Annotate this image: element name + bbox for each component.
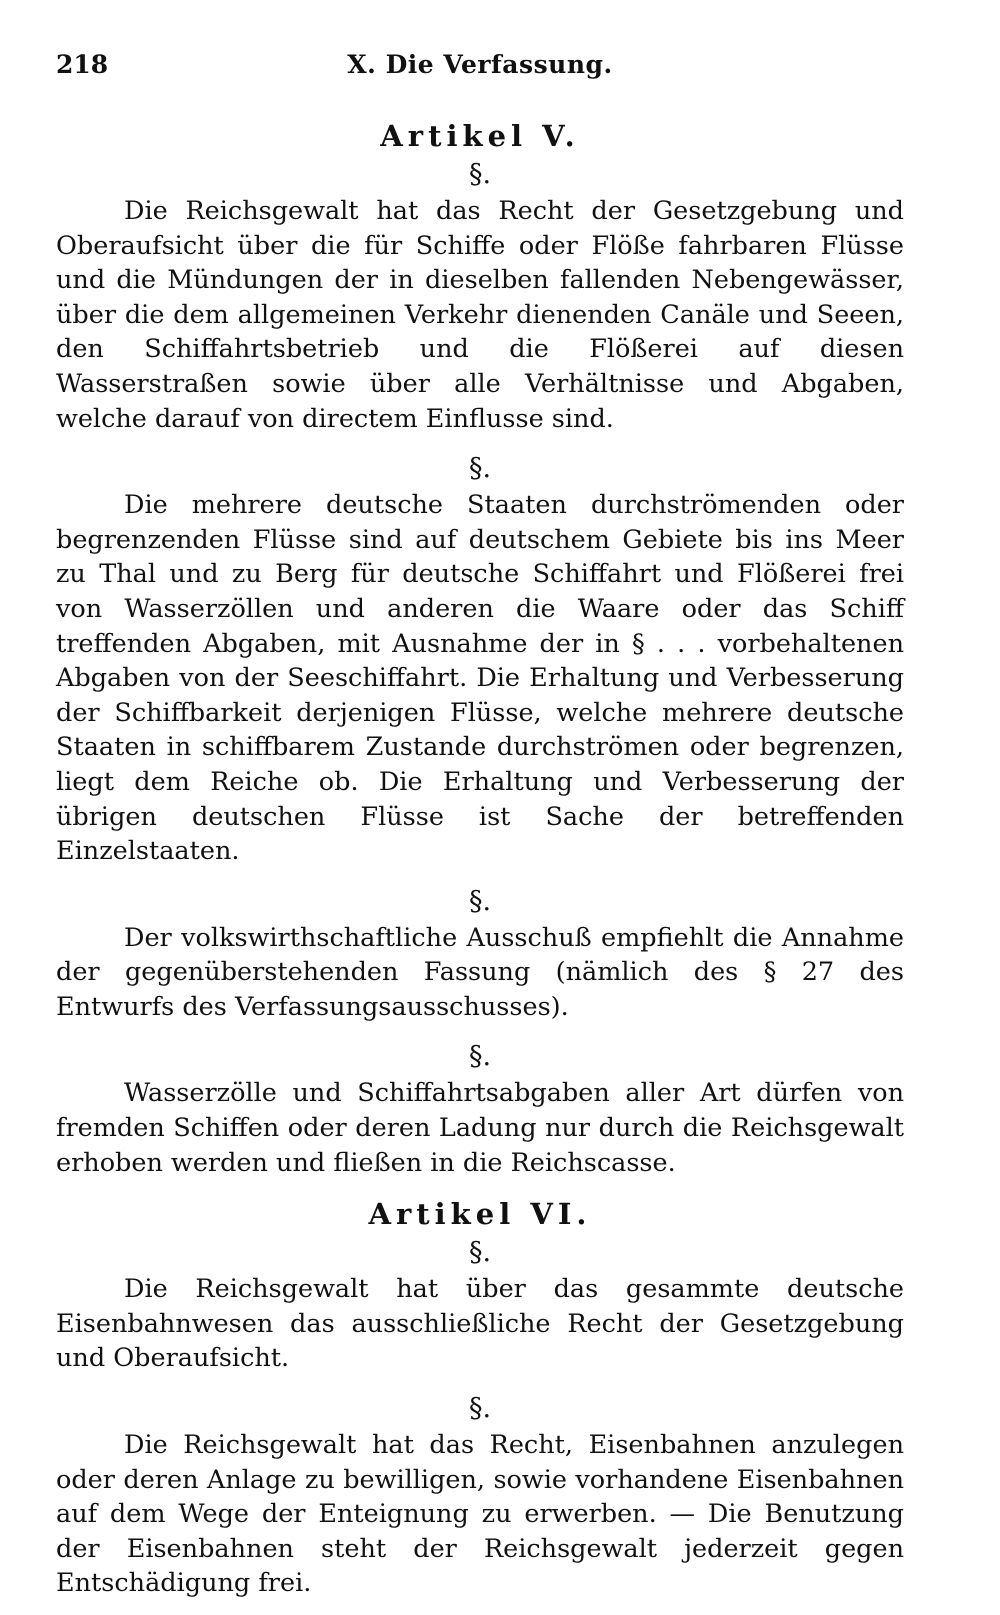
paragraph: Die Reichsgewalt hat über das gesammte deutsche Eisenbahnwesen das ausschließliche Recht der Gesetzgebung und Oberaufsicht. [56,1274,904,1374]
page-header [56,50,904,90]
article-6 [56,1194,904,1601]
paragraph: Die mehrere deutsche Staaten durchströmenden oder begrenzenden Flüsse sind auf deutschem Gebiete bis ins Meer zu Thal und zu Berg für deutsche Schiffahrt und Flößerei frei von Wasserzöllen und anderen die Waare oder das Schiff treffenden Abgaben, mit Ausnahme der in § . . . vorbehaltenen Abgaben von der Seeschiffahrt. Die Erhaltung und Verbesserung der Schiffbarkeit derjenigen Flüsse, welche mehrere deutsche Staaten in schiffbarem Zustande durchströmen oder begrenzen, liegt dem Reiche ob. Die Erhaltung und Verbesserung der übrigen deutschen Flüsse ist Sache der betreffenden Einzelstaaten. [56,490,904,867]
paragraph: Die Reichsgewalt hat das Recht, Eisenbahnen anzulegen oder deren Anlage zu bewilligen, sowie vorhandene Eisenbahnen auf dem Wege der Enteignung zu erwerben. — Die Benutzung der Eisenbahnen steht der Reichsgewalt jederzeit gegen Entschädigung frei. [56,1430,904,1599]
article-heading: Artikel VI. [368,1197,592,1232]
article-heading: Artikel V. [380,119,580,153]
paragraph: Wasserzölle und Schiffahrtsabgaben aller Art dürfen von fremden Schiffen oder deren Ladung nur durch die Reichsgewalt erhoben werden und fließen in die Reichscasse. [56,1078,904,1178]
section-mark: §. [468,1393,492,1425]
running-head: X. Die Verfassung. [347,50,613,79]
section-mark: §. [468,885,492,917]
paragraph: Der volkswirthschaftliche Ausschuß empfiehlt die Annahme der gegenüberstehenden Fassung (nämlich des § 27 des Entwurfs des Verfassungsausschusses). [56,922,904,1022]
paragraph: Die Reichsgewalt hat das Recht der Gesetzgebung und Oberaufsicht über die für Schiffe oder Flöße fahrbaren Flüsse und die Mündungen der in dieselben fallenden Nebengewässer, über die dem allgemeinen Verkehr dienenden Canäle und Seeen, den Schiffahrtsbetrieb und die Flößerei auf diesen Wasserstraßen sowie über alle Verhältnisse und Abgaben, welche darauf von directem Einflusse sind. [56,196,904,434]
section-mark: §. [468,1237,492,1269]
page-number: 218 [56,50,109,79]
section-mark: §. [468,159,492,190]
section-mark: §. [468,1041,492,1073]
section-mark: §. [468,453,492,485]
page-body [56,112,904,1615]
article-5 [56,116,904,1180]
